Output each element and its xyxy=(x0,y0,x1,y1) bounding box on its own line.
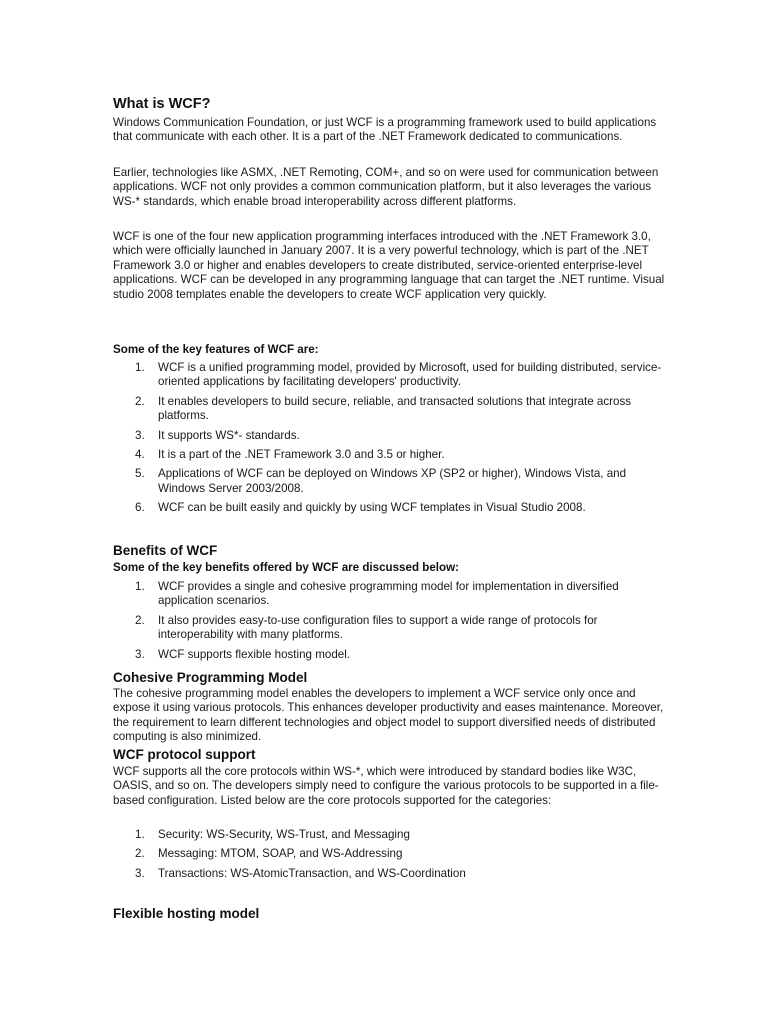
list-item-number: 5. xyxy=(135,467,145,481)
list-item-number: 3. xyxy=(135,866,145,880)
list-item xyxy=(113,467,673,496)
benefits-list xyxy=(113,580,673,662)
list-item-text: It is a part of the .NET Framework 3.0 and 3.5 or higher. xyxy=(158,448,445,462)
list-item-number: 2. xyxy=(135,613,145,627)
list-item xyxy=(113,395,673,424)
list-item-number: 3. xyxy=(135,647,145,661)
list-item xyxy=(113,648,673,662)
heading-what-is-wcf: What is WCF? xyxy=(113,96,211,112)
heading-flexible-hosting: Flexible hosting model xyxy=(113,906,260,921)
list-item-number: 4. xyxy=(135,448,145,462)
heading-benefits: Benefits of WCF xyxy=(113,543,218,558)
list-item xyxy=(113,614,673,643)
key-features-intro: Some of the key features of WCF are: xyxy=(113,343,319,356)
protocols-list xyxy=(113,828,673,881)
paragraph-wcf-definition: Windows Communication Foundation, or just WCF is a programming framework used to build applications that communicate with each other. It is a part of the .NET Framework dedicated to communications. xyxy=(113,116,657,144)
paragraph-earlier-technologies: Earlier, technologies like ASMX, .NET Remoting, COM+, and so on were used for communication between applications. WCF not only provides a common communication platform, but it also leverages the various WS-* standards, which enable broad interoperability across different platforms. xyxy=(113,166,659,208)
list-item xyxy=(113,847,673,861)
heading-protocol-support: WCF protocol support xyxy=(113,747,256,762)
list-item-text: It enables developers to build secure, reliable, and transacted solutions that integrate across platforms. xyxy=(158,394,632,423)
list-item xyxy=(113,501,673,515)
list-item-number: 1. xyxy=(135,361,145,374)
list-item-text: WCF provides a single and cohesive programming model for implementation in diversified application scenarios. xyxy=(158,580,619,608)
list-item-text: WCF is a unified programming model, provided by Microsoft, used for building distributed, service-oriented applications by facilitating developers' productivity. xyxy=(158,361,662,389)
list-item-text: It supports WS*- standards. xyxy=(158,428,300,442)
list-item-text: Applications of WCF can be deployed on Windows XP (SP2 or higher), Windows Vista, and Windows Server 2003/2008. xyxy=(158,467,627,495)
list-item-number: 6. xyxy=(135,501,145,515)
list-item xyxy=(113,580,673,609)
list-item-text: It also provides easy-to-use configuration files to support a wide range of protocols for interoperability with many platforms. xyxy=(158,613,598,642)
list-item-number: 2. xyxy=(135,847,145,861)
list-item xyxy=(113,828,673,842)
key-features-list xyxy=(113,361,673,516)
list-item-number: 3. xyxy=(135,428,145,442)
heading-cohesive-programming-model: Cohesive Programming Model xyxy=(113,670,308,685)
list-item-text: WCF supports flexible hosting model. xyxy=(158,647,351,661)
paragraph-protocol-support: WCF supports all the core protocols within WS-*, which were introduced by standard bodies like W3C, OASIS, and so on. The developers simply need to configure the various protocols to be supported in a file-based configuration. Listed below are the core protocols supported for the categories: xyxy=(113,765,659,807)
list-item-text: WCF can be built easily and quickly by using WCF templates in Visual Studio 2008. xyxy=(158,501,586,515)
benefits-intro: Some of the key benefits offered by WCF are discussed below: xyxy=(113,561,459,574)
list-item-text: Security: WS-Security, WS-Trust, and Messaging xyxy=(158,828,410,841)
list-item xyxy=(113,361,673,390)
list-item-text: Messaging: MTOM, SOAP, and WS-Addressing xyxy=(158,847,403,861)
paragraph-wcf-api: WCF is one of the four new application programming interfaces introduced with the .NET Framework 3.0, which were officially launched in January 2007. It is a very powerful technology, which is part of the .NET Framework 3.0 or higher and enables developers to create distributed, service-oriented enterprise-level applications. WCF can be developed in any programming language that can target the .NET runtime. Visual studio 2008 templates enable the developers to create WCF application very quickly. xyxy=(113,230,665,301)
list-item-number: 2. xyxy=(135,394,145,408)
list-item xyxy=(113,448,673,462)
list-item xyxy=(113,429,673,443)
list-item-number: 1. xyxy=(135,828,145,841)
list-item xyxy=(113,867,673,881)
list-item-text: Transactions: WS-AtomicTransaction, and WS-Coordination xyxy=(158,866,466,880)
paragraph-cohesive: The cohesive programming model enables the developers to implement a WCF service only once and expose it using various protocols. This enhances developer productivity and eases maintenance. Moreover, the requirement to learn different technologies and object model to support diversified needs of distributed computing is also minimized. xyxy=(113,687,664,744)
list-item-number: 1. xyxy=(135,580,145,593)
